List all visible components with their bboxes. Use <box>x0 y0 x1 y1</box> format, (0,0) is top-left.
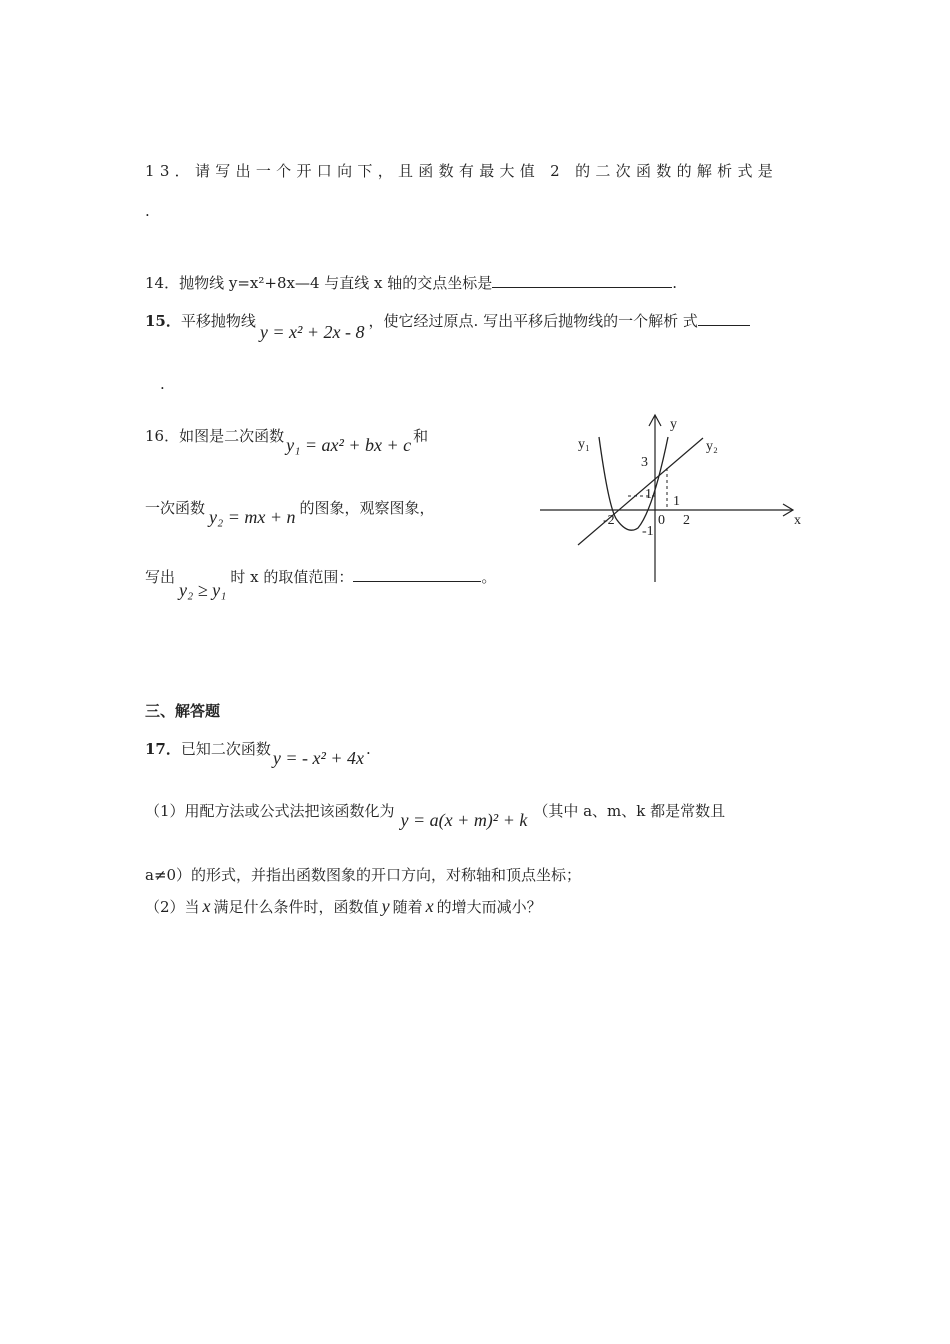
function-graph <box>535 410 815 590</box>
question-17: 17．已知二次函数 y = - x² + 4x . <box>145 740 371 768</box>
question-14: 14．抛物线 y=x²+8x—4 与直线 x 轴的交点坐标是 . <box>145 274 678 292</box>
question-15-number: 15． <box>145 312 181 330</box>
tick-2: 2 <box>683 513 690 528</box>
question-15-formula: y = x² + 2x - 8 <box>259 322 365 342</box>
question-16-formula-2: y₂ = mx + n <box>209 507 296 527</box>
label-x: x <box>794 513 801 528</box>
question-15 <box>145 310 750 342</box>
answer-blank[interactable] <box>698 311 750 326</box>
question-17-part1-line2: a≠0）的形式，并指出函数图象的开口方向，对称轴和顶点坐标； <box>145 866 582 884</box>
question-16-line1: 16．如图是二次函数 y₁ = ax² + bx + c 和 <box>145 427 429 455</box>
section-3-title: 三、解答题 <box>145 702 221 720</box>
question-17-number: 17． <box>145 740 181 758</box>
question-16-line3: 写出y₂ ≥ y₁时 x 的取值范围： 。 <box>145 568 497 600</box>
tick-0: 0 <box>658 513 665 528</box>
question-15-pre: 平移抛物线 <box>180 312 256 330</box>
question-13 <box>145 160 778 181</box>
question-16-line2: 一次函数 y₂ = mx + n 的图象，观察图象， <box>145 499 435 527</box>
question-14-text: 14．抛物线 y=x²+8x—4 与直线 x 轴的交点坐标是 <box>145 274 493 292</box>
question-17-part1: （1）用配方法或公式法把该函数化为 y = a(x + m)² + k （其中 a、m、k 都是常数且 <box>145 802 726 830</box>
label-y1: y₁ <box>578 437 590 452</box>
tick-1x: 1 <box>673 494 680 509</box>
answer-blank[interactable] <box>492 273 672 288</box>
label-y2: y₂ <box>706 439 718 454</box>
question-17-part2: （2）当 x 满足什么条件时，函数值 y 随着 x 的增大而减小？ <box>145 896 542 916</box>
answer-blank[interactable] <box>353 567 481 582</box>
label-y: y <box>670 417 677 432</box>
tick-neg1: -1 <box>642 524 654 539</box>
question-15-tail: . <box>160 375 165 393</box>
question-13-tail: . <box>145 202 150 220</box>
question-15-post: ，使它经过原点. 写出平移后抛物线的一个解析 式 <box>368 312 698 330</box>
question-16-formula-1: y₁ = ax² + bx + c <box>286 435 412 455</box>
question-16-formula-3: y₂ ≥ y₁ <box>179 580 227 600</box>
tick-neg2: -2 <box>603 513 615 528</box>
tick-1: 1 <box>645 487 652 502</box>
question-17-formula: y = - x² + 4x <box>272 748 365 768</box>
question-13-text: 13．请写出一个开口向下，且函数有最大值 2 的二次函数的解析式是 <box>145 162 779 180</box>
question-17-part1-formula: y = a(x + m)² + k <box>400 810 528 830</box>
tick-3: 3 <box>641 455 648 470</box>
